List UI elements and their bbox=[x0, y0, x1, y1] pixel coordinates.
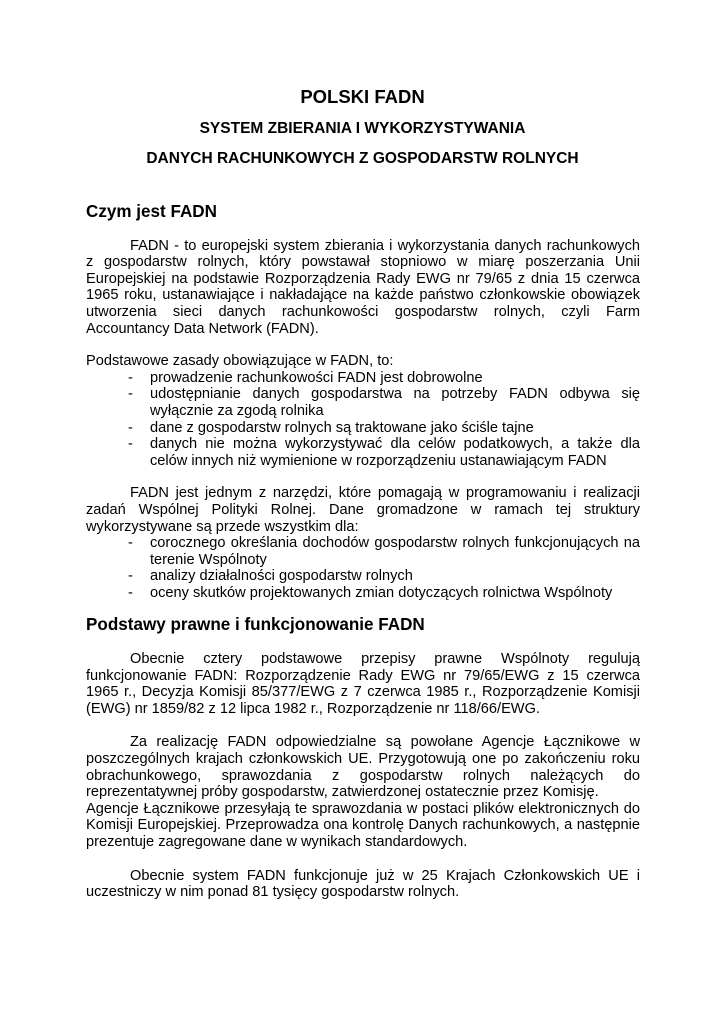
section-heading-what-is-fadn: Czym jest FADN bbox=[86, 202, 217, 221]
dash-bullet: - bbox=[128, 584, 133, 601]
list-item-text: prowadzenie rachunkowości FADN jest dobrowolne bbox=[150, 369, 483, 386]
paragraph-reports-submission: Agencje Łącznikowe przesyłają te sprawozdania w postaci plików elektronicznych do Komisji Europejskiej. Przeprowadza ona kontrolę Danych rachunkowych, a następnie prezentuje zagregowane dane w wynikach standardowych. bbox=[86, 800, 640, 850]
dash-bullet: - bbox=[128, 568, 133, 585]
list-item-text: dane z gospodarstw rolnych są traktowane jako ściśle tajne bbox=[150, 419, 534, 436]
list-item bbox=[86, 370, 640, 387]
document-subtitle-line1: SYSTEM ZBIERANIA I WYKORZYSTYWANIA bbox=[199, 120, 526, 137]
list-item bbox=[86, 535, 640, 568]
paragraph-legal-regulations: Obecnie cztery podstawowe przepisy prawne Wspólnoty regulują funkcjonowanie FADN: Rozporządzenie Rady EWG nr 79/65/EWG z 15 czerwca 1965 r., Decyzja Komisji 85/377/EWG z 7 czerwca 1985 r., Rozporządzenie Komisji (EWG) nr 1859/82 z 12 lipca 1982 r., Rozporządzenie nr 118/66/EWG. bbox=[86, 651, 640, 717]
document-body bbox=[86, 204, 640, 901]
document-title: POLSKI FADN bbox=[300, 86, 425, 107]
list-item bbox=[86, 386, 640, 419]
list-item-text: udostępnianie danych gospodarstwa na potrzeby FADN odbywa się wyłącznie za zgodą rolnika bbox=[150, 386, 640, 419]
document-subtitle-line2: DANYCH RACHUNKOWYCH Z GOSPODARSTW ROLNYCH bbox=[146, 150, 579, 167]
list-item bbox=[86, 420, 640, 437]
paragraph-current-status: Obecnie system FADN funkcjonuje już w 25 Krajach Członkowskich UE i uczestniczy w nim ponad 81 tysięcy gospodarstw rolnych. bbox=[86, 867, 640, 901]
list-item-text: danych nie można wykorzystywać dla celów podatkowych, a także dla celów innych niż wymienione w rozporządzeniu ustanawiającym FADN bbox=[150, 436, 640, 469]
uses-list bbox=[86, 535, 640, 601]
list-item-text: corocznego określania dochodów gospodarstw rolnych funkcjonujących na terenie Wspólnoty bbox=[150, 535, 640, 568]
list-item bbox=[86, 568, 640, 585]
dash-bullet: - bbox=[128, 419, 133, 436]
principles-list bbox=[86, 370, 640, 470]
list-item-text: analizy działalności gospodarstw rolnych bbox=[150, 568, 413, 585]
dash-bullet: - bbox=[128, 369, 133, 386]
list-item bbox=[86, 436, 640, 469]
dash-bullet: - bbox=[128, 386, 133, 403]
section-heading-legal-basis: Podstawy prawne i funkcjonowanie FADN bbox=[86, 615, 425, 635]
list-item-text: oceny skutków projektowanych zmian dotyczących rolnictwa Wspólnoty bbox=[150, 584, 613, 601]
dash-bullet: - bbox=[128, 436, 133, 453]
paragraph-fadn-tool: FADN jest jednym z narzędzi, które pomagają w programowaniu i realizacji zadań Wspólnej Polityki Rolnej. Dane gromadzone w ramach tej struktury wykorzystywane są przede wszystkim dla: bbox=[86, 485, 640, 535]
principles-intro: Podstawowe zasady obowiązujące w FADN, to: bbox=[86, 353, 394, 370]
paragraph-fadn-definition: FADN - to europejski system zbierania i wykorzystania danych rachunkowych z gospodarstw rolnych, który powstawał stopniowo w miarę poszerzania Unii Europejskiej na podstawie Rozporządzenia Rady EWG nr 79/65 z dnia 15 czerwca 1965 roku, ustanawiające i nakładające na każde państwo członkowskie obowiązek utworzenia sieci danych rachunkowości gospodarstw rolnych, czyli Farm Accountancy Data Network (FADN). bbox=[86, 237, 640, 337]
list-item bbox=[86, 585, 640, 602]
dash-bullet: - bbox=[128, 535, 133, 552]
paragraph-liaison-agencies: Za realizację FADN odpowiedzialne są powołane Agencje Łącznikowe w poszczególnych krajach członkowskich UE. Przygotowują one po zakończeniu roku obrachunkowego, sprawozdania z gospodarstw rolnych należących do reprezentatywnej próby gospodarstw, zatwierdzonej ostatecznie przez Komisję. bbox=[86, 734, 640, 801]
